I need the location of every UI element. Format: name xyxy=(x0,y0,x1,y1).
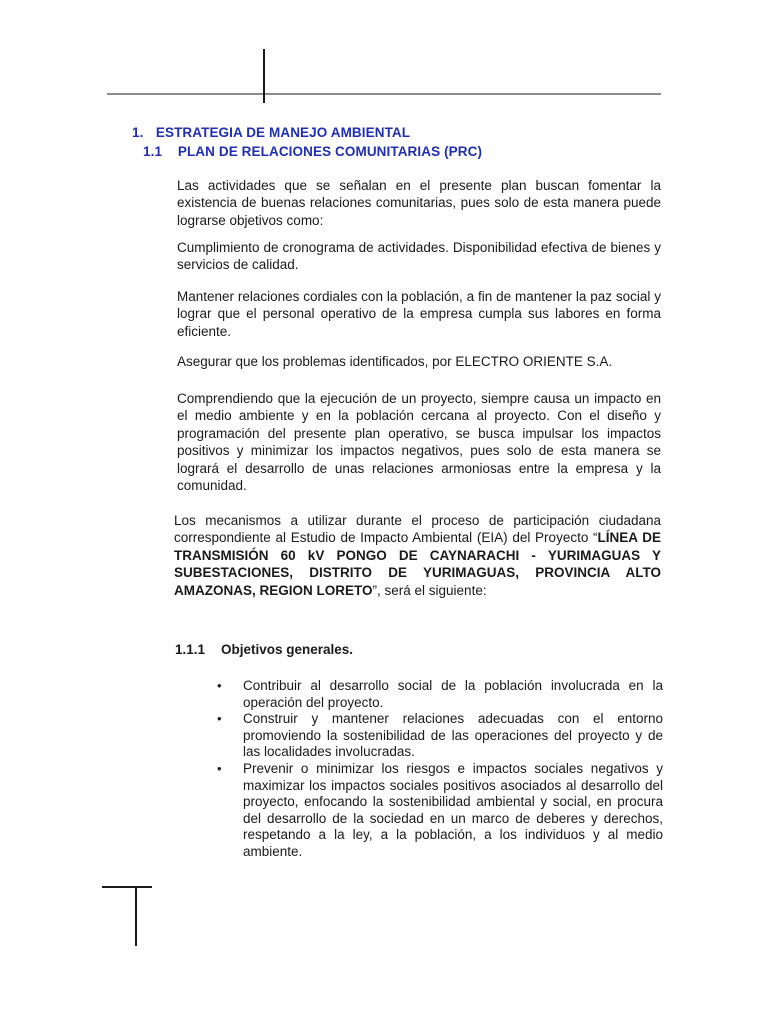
paragraph-problemas: Asegurar que los problemas identificados, por ELECTRO ORIENTE S.A. xyxy=(177,354,613,369)
list-item-text: Construir y mantener relaciones adecuadas con el entorno promoviendo la sostenibilidad de las operaciones del proyecto y de las localidades involucradas. xyxy=(243,711,663,760)
bullet-icon: • xyxy=(217,711,222,727)
paragraph-ejecucion: Comprendiendo que la ejecución de un proyecto, siempre causa un impacto en el medio ambiente y en la población cercana al proyecto. Con el diseño y programación del presente plan operativo, se busca impulsar los impactos positivos y minimizar los impactos negativos, pues solo de esta manera se logrará el desarrollo de unas relaciones armoniosas entre la empresa y la comunidad. xyxy=(177,391,661,494)
project-name: LÍNEA DE TRANSMISIÓN 60 kV PONGO DE CAYNARACHI - YURIMAGUAS Y SUBESTACIONES, DISTRITO DE YURIMAGUAS, PROVINCIA ALTO AMAZONAS, REGION LORETO xyxy=(174,530,661,598)
objectives-title: Objetivos generales. xyxy=(221,642,354,657)
subsection-number: 1.1 xyxy=(143,144,163,159)
paragraph-relaciones: Mantener relaciones cordiales con la población, a fin de mantener la paz social y lograr que el personal operativo de la empresa cumpla sus labores en forma eficiente. xyxy=(177,289,661,339)
objectives-number: 1.1.1 xyxy=(175,642,206,657)
paragraph-mecanismos xyxy=(174,512,661,599)
list-item xyxy=(175,678,663,711)
bullet-icon: • xyxy=(217,760,222,776)
objectives-list xyxy=(175,678,663,861)
section-number: 1. xyxy=(132,125,144,140)
objectives-heading xyxy=(175,642,353,657)
list-item xyxy=(175,761,663,861)
subsection-heading xyxy=(143,144,482,159)
list-item-text: Contribuir al desarrollo social de la población involucrada en la operación del proyecto. xyxy=(243,678,663,710)
footer-crop-mark-vertical xyxy=(135,886,137,946)
mecanismos-text: Los mecanismos a utilizar durante el proceso de participación ciudadana correspondiente al Estudio de Impacto Ambiental (EIA) del Proyecto “ xyxy=(174,513,661,546)
paragraph-cronograma: Cumplimiento de cronograma de actividades. Disponibilidad efectiva de bienes y servicios de calidad. xyxy=(177,240,661,273)
paragraph-intro: Las actividades que se señalan en el presente plan buscan fomentar la existencia de buenas relaciones comunitarias, pues solo de esta manera puede lograrse objetivos como: xyxy=(177,178,661,228)
subsection-title: PLAN DE RELACIONES COMUNITARIAS (PRC) xyxy=(177,144,483,159)
list-item xyxy=(175,711,663,761)
list-item-text: Prevenir o minimizar los riesgos e impactos sociales negativos y maximizar los impactos sociales positivos asociados al desarrollo del proyecto, enfocando la sostenibilidad ambiental y social, en procura del desarrollo de la sociedad en un marco de deberes y derechos, respetando a la ley, a la población, a los individuos y al medio ambiente. xyxy=(243,760,663,859)
section-heading xyxy=(132,125,410,140)
header-rule xyxy=(107,93,661,95)
header-crop-mark xyxy=(263,49,265,103)
footer-crop-mark-horizontal xyxy=(102,886,152,888)
mecanismos-tail: ”, será el siguiente: xyxy=(372,582,487,598)
section-title: ESTRATEGIA DE MANEJO AMBIENTAL xyxy=(155,125,411,140)
bullet-icon: • xyxy=(217,678,222,693)
